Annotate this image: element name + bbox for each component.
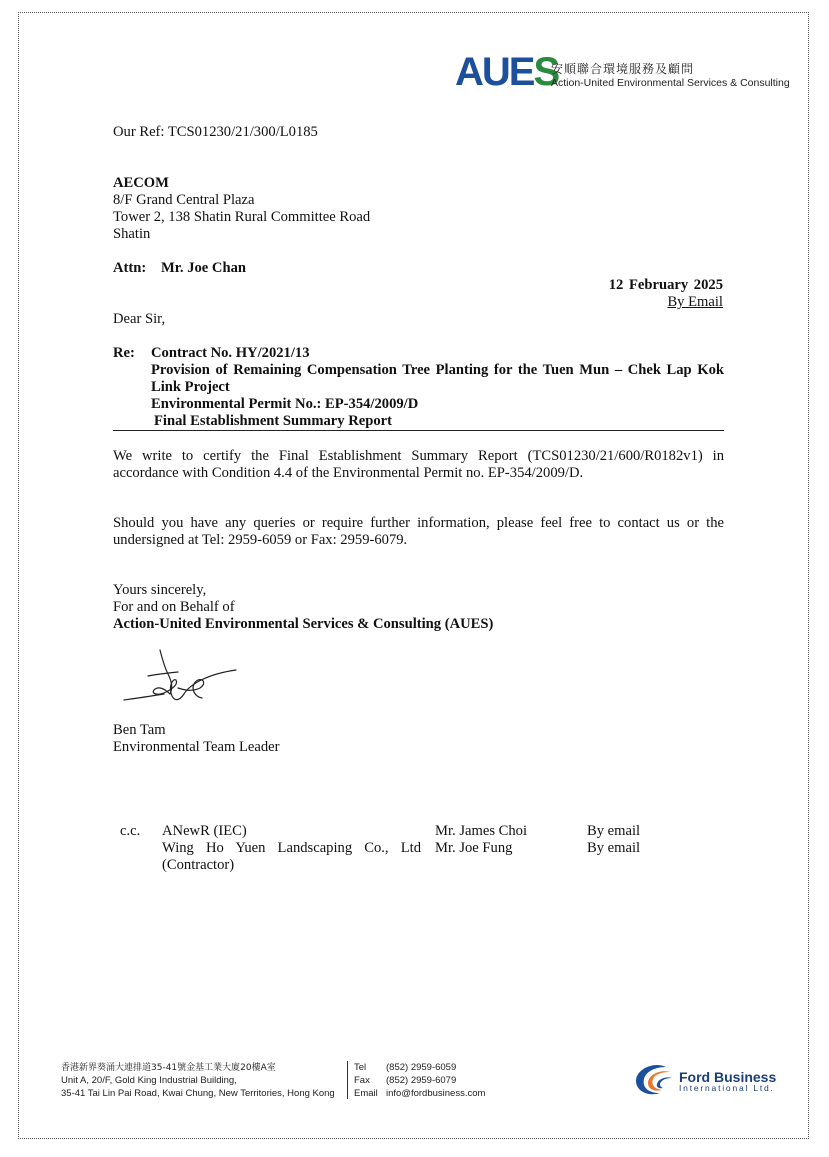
recipient-address-line3: Shatin: [113, 226, 151, 242]
cc-label: c.c.: [120, 823, 141, 839]
footer-tel: (852) 2959-6059: [386, 1062, 457, 1073]
ford-business-logo-icon: [632, 1063, 674, 1097]
signer-title: Environmental Team Leader: [113, 739, 280, 755]
delivery-method: By Email: [667, 294, 723, 310]
attn-label: Attn:: [113, 260, 147, 276]
recipient-address-line2: Tower 2, 138 Shatin Rural Committee Road: [113, 209, 371, 225]
on-behalf-of: For and on Behalf of: [113, 599, 235, 615]
closing: Yours sincerely,: [113, 582, 207, 598]
re-subject: Final Establishment Summary Report: [154, 413, 392, 429]
letter-date: 12 February 2025: [608, 277, 723, 293]
footer-email-label: Email: [354, 1088, 378, 1099]
re-project-title-cont: Link Project: [151, 379, 230, 395]
cc-person-1: Mr. James Choi: [435, 823, 528, 839]
footer-fax-label: Fax: [354, 1075, 370, 1086]
cc-method-1: By email: [587, 823, 641, 839]
salutation: Dear Sir,: [113, 311, 166, 327]
company-name-chinese: 安順聯合環境服務及顧問: [551, 62, 695, 76]
cc-org-2-role: (Contractor): [162, 857, 235, 873]
footer-address-cn: 香港新界葵涌大連排道35-41號金基工業大廈20樓A室: [61, 1063, 276, 1073]
cc-method-2: By email: [587, 840, 641, 856]
recipient-name: AECOM: [113, 175, 169, 191]
re-permit: Environmental Permit No.: EP-354/2009/D: [151, 396, 419, 412]
cc-org-1: ANewR (IEC): [162, 823, 247, 839]
our-ref: Our Ref: TCS01230/21/300/L0185: [113, 124, 318, 140]
re-contract: Contract No. HY/2021/13: [151, 345, 310, 361]
cc-person-2: Mr. Joe Fung: [435, 840, 513, 856]
footer-address-en2: 35-41 Tai Lin Pai Road, Kwai Chung, New Territories, Hong Kong: [61, 1088, 335, 1099]
aues-logo: AUES: [455, 50, 559, 94]
company-full-name: Action-United Environmental Services & Consulting (AUES): [113, 616, 494, 632]
recipient-address-line1: 8/F Grand Central Plaza: [113, 192, 255, 208]
cc-org-2: Wing Ho Yuen Landscaping Co., Ltd: [162, 840, 421, 856]
re-project-title: Provision of Remaining Compensation Tree Planting for the Tuen Mun – Chek Lap Kok: [151, 362, 724, 378]
footer-fax: (852) 2959-6079: [386, 1075, 457, 1086]
footer-address-en1: Unit A, 20/F, Gold King Industrial Building,: [61, 1075, 237, 1086]
re-label: Re:: [113, 345, 135, 361]
paragraph-1-line2: accordance with Condition 4.4 of the Environmental Permit no. EP-354/2009/D.: [113, 465, 584, 481]
signer-name: Ben Tam: [113, 722, 166, 738]
signature-image: [118, 648, 248, 718]
footer-tel-label: Tel: [354, 1062, 367, 1073]
ford-business-name: Ford Business: [679, 1069, 777, 1085]
paragraph-2-line2: undersigned at Tel: 2959-6059 or Fax: 2959-6079.: [113, 532, 408, 548]
paragraph-1-line1: We write to certify the Final Establishment Summary Report (TCS01230/21/600/R0182v1) in: [113, 448, 724, 464]
footer-divider: [347, 1061, 348, 1099]
attn-name: Mr. Joe Chan: [161, 260, 246, 276]
paragraph-2-line1: Should you have any queries or require further information, please feel free to contact us or the: [113, 515, 724, 531]
company-name-english: Action-United Environmental Services & Consulting: [551, 77, 790, 89]
footer-email[interactable]: info@fordbusiness.com: [386, 1088, 486, 1099]
subject-divider: [113, 430, 724, 431]
ford-business-subtitle: International Ltd.: [679, 1083, 775, 1093]
